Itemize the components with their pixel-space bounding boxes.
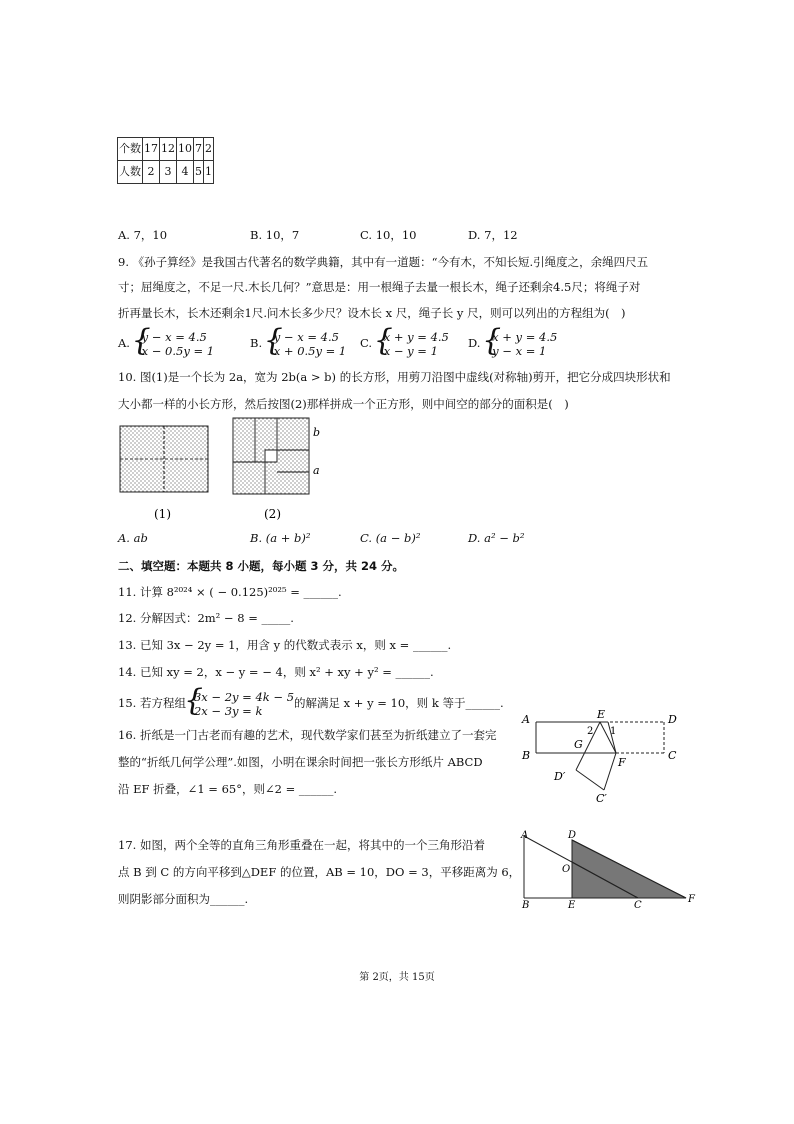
- table-cell: 人数: [118, 161, 143, 184]
- table-cell: 7: [194, 138, 204, 161]
- fig2-center-hole: [265, 450, 277, 462]
- svg-text:D: D: [668, 713, 677, 726]
- svg-text:F: F: [618, 756, 626, 769]
- equation-system: { y − x = 4.5 x + 0.5y = 1: [266, 330, 346, 358]
- svg-text:A: A: [521, 830, 529, 841]
- fig2-label-b: b: [313, 426, 321, 439]
- table-cell: 12: [160, 138, 177, 161]
- q9-option-b: B. { y − x = 4.5 x + 0.5y = 1: [250, 330, 346, 358]
- q15: 15. 若方程组{ 3x − 2y = 4k − 5 2x − 3y = k的解满足 x + y = 10，则 k 等于______.: [118, 690, 504, 718]
- svg-text:G: G: [574, 738, 583, 751]
- q16-line-3: 沿 EF 折叠，∠1 = 65°，则∠2 = ______.: [118, 782, 338, 796]
- q9-line-2: 寸；屈绳度之，不足一尺.木长几何？”意思是：用一根绳子去量一根长木，绳子还剩余4.5尺；将绳子对: [118, 280, 641, 294]
- svg-text:2: 2: [587, 726, 594, 737]
- q10-option-a: A. ab: [118, 531, 148, 545]
- q8-option-c: C. 10，10: [360, 228, 417, 242]
- svg-text:O: O: [562, 864, 571, 875]
- equation-system: { 3x − 2y = 4k − 5 2x − 3y = k: [186, 690, 294, 718]
- q10-line-2: 大小都一样的小长方形，然后按图(2)那样拼成一个正方形，则中间空的部分的面积是( ): [118, 397, 569, 411]
- q8-option-b: B. 10，7: [250, 228, 300, 242]
- fig2-label: (2): [264, 507, 281, 521]
- q17-triangles-figure: [518, 830, 698, 910]
- q14: 14. 已知 xy = 2，x − y = − 4，则 x² + xy + y² = ______.: [118, 665, 434, 679]
- q16-folding-figure: [518, 708, 690, 804]
- table-row: [118, 161, 214, 184]
- q16-line-1: 16. 折纸是一门古老而有趣的艺术，现代数学家们甚至为折纸建立了一套完: [118, 728, 497, 742]
- q9-line-1: 9. 《孙子算经》是我国古代著名的数学典籍，其中有一道题：“今有木，不知长短.引绳度之，余绳四尺五: [118, 255, 649, 269]
- svg-text:F: F: [688, 894, 695, 905]
- equation-system: { x + y = 4.5 y − x = 1: [484, 330, 557, 358]
- svg-text:D: D: [568, 830, 577, 841]
- table-cell: 17: [143, 138, 160, 161]
- q17-line-3: 则阴影部分面积为______.: [118, 892, 249, 906]
- q9-option-a: A. { y − x = 4.5 x − 0.5y = 1: [118, 330, 214, 358]
- q8-option-d: D. 7，12: [468, 228, 518, 242]
- table-row: [118, 138, 214, 161]
- table-cell: 10: [177, 138, 194, 161]
- svg-text:C: C: [668, 749, 677, 762]
- q13: 13. 已知 3x − 2y = 1，用含 y 的代数式表示 x，则 x = ______.: [118, 638, 452, 652]
- equation-system: { y − x = 4.5 x − 0.5y = 1: [134, 330, 214, 358]
- table-cell: 2: [204, 138, 214, 161]
- svg-text:C′: C′: [596, 792, 607, 804]
- page-footer: 第 2页，共 15页: [359, 972, 435, 983]
- frequency-table: [117, 137, 214, 184]
- svg-text:1: 1: [610, 726, 617, 737]
- table-cell: 2: [143, 161, 160, 184]
- table-cell: 个数: [118, 138, 143, 161]
- q17-line-2: 点 B 到 C 的方向平移到△DEF 的位置，AB = 10，DO = 3，平移距离为 6，: [118, 865, 521, 879]
- svg-text:C: C: [634, 900, 642, 910]
- q10-option-d: D. a² − b²: [468, 531, 525, 545]
- svg-text:E: E: [568, 900, 576, 910]
- fig1-label: (1): [154, 507, 171, 521]
- q10-option-c: C. (a − b)²: [360, 531, 421, 545]
- q11: 11. 计算 8²⁰²⁴ × ( − 0.125)²⁰²⁵ = ______.: [118, 585, 342, 599]
- q9-line-3: 折再量长木，长木还剩余1尺.问木长多少尺？设木长 x 尺，绳子长 y 尺，则可以列出的方程组为( ): [118, 306, 626, 320]
- fig2-label-a: a: [313, 464, 320, 477]
- table-cell: 5: [194, 161, 204, 184]
- q12: 12. 分解因式：2m² − 8 = _____.: [118, 611, 294, 625]
- table-cell: 3: [160, 161, 177, 184]
- equation-system: { x + y = 4.5 x − y = 1: [376, 330, 449, 358]
- q17-line-1: 17. 如图，两个全等的直角三角形重叠在一起，将其中的一个三角形沿着: [118, 838, 485, 852]
- q8-option-a: A. 7，10: [118, 228, 168, 242]
- q10-option-b: B. (a + b)²: [250, 531, 311, 545]
- section-title: 二、填空题：本题共 8 小题，每小题 3 分，共 24 分。: [118, 559, 405, 573]
- svg-text:D′: D′: [554, 770, 566, 783]
- q10-line-1: 10. 图(1)是一个长为 2a，宽为 2b(a > b) 的长方形，用剪刀沿图中虚线(对称轴)剪开，把它分成四块形状和: [118, 370, 671, 384]
- q10-figures: [112, 412, 332, 527]
- q16-line-2: 整的“折纸几何学公理”.如图，小明在课余时间把一张长方形纸片 ABCD: [118, 755, 483, 769]
- q9-option-c: C. { x + y = 4.5 x − y = 1: [360, 330, 449, 358]
- table-cell: 1: [204, 161, 214, 184]
- table-cell: 4: [177, 161, 194, 184]
- svg-text:B: B: [522, 900, 530, 910]
- svg-text:B: B: [522, 749, 531, 762]
- svg-text:A: A: [522, 713, 530, 726]
- svg-text:E: E: [597, 708, 606, 721]
- q9-option-d: D. { x + y = 4.5 y − x = 1: [468, 330, 557, 358]
